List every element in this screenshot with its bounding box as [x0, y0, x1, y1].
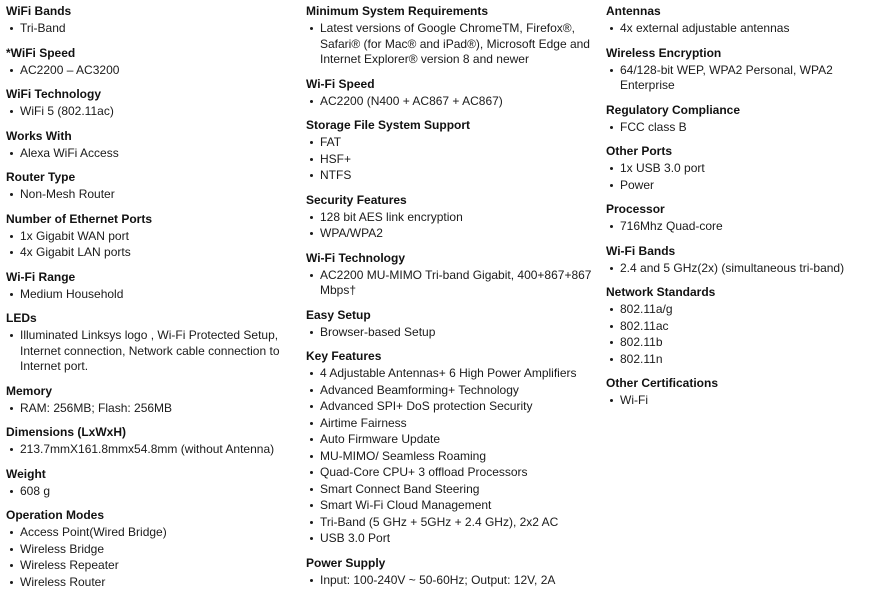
spec-item: Advanced SPI+ DoS protection Security — [306, 399, 592, 415]
spec-item: 4x Gigabit LAN ports — [6, 245, 290, 261]
spec-item: AC2200 MU-MIMO Tri-band Gigabit, 400+867+867 Mbps† — [306, 268, 592, 299]
spec-group-title: Wi-Fi Speed — [306, 77, 592, 92]
spec-item: Wireless Repeater — [6, 558, 290, 574]
spec-group-title: Storage File System Support — [306, 118, 592, 133]
spec-item: 213.7mmX161.8mmx54.8mm (without Antenna) — [6, 442, 290, 458]
spec-group — [606, 4, 875, 37]
spec-group-title: WiFi Technology — [6, 87, 290, 102]
spec-group-title: Memory — [6, 384, 290, 399]
spec-item: 802.11a/g — [606, 302, 875, 318]
spec-item: Access Point(Wired Bridge) — [6, 525, 290, 541]
spec-item: Tri-Band — [6, 21, 290, 37]
spec-group — [606, 376, 875, 409]
spec-item: 716Mhz Quad-core — [606, 219, 875, 235]
spec-column-middle — [300, 4, 600, 546]
spec-item-list — [606, 261, 875, 277]
spec-item: 128 bit AES link encryption — [306, 210, 592, 226]
spec-item: WPA/WPA2 — [306, 226, 592, 242]
spec-item: 64/128-bit WEP, WPA2 Personal, WPA2 Enterprise — [606, 63, 875, 94]
spec-item-list — [306, 135, 592, 184]
spec-group — [606, 285, 875, 367]
spec-item: Wireless Router — [6, 575, 290, 590]
spec-item: Input: 100-240V ~ 50-60Hz; Output: 12V, 2A — [306, 573, 592, 589]
spec-item: 802.11n — [606, 352, 875, 368]
spec-item: FAT — [306, 135, 592, 151]
spec-group — [606, 202, 875, 235]
spec-item-list — [306, 210, 592, 242]
spec-item: Smart Connect Band Steering — [306, 482, 592, 498]
spec-group-title: Other Certifications — [606, 376, 875, 391]
spec-item-list — [306, 94, 592, 110]
spec-item: USB 3.0 Port — [306, 531, 592, 547]
spec-item-list — [306, 268, 592, 299]
spec-group-title: Weight — [6, 467, 290, 482]
spec-item-list — [6, 63, 290, 79]
spec-item: Wireless Bridge — [6, 542, 290, 558]
spec-item: RAM: 256MB; Flash: 256MB — [6, 401, 290, 417]
spec-item-list — [306, 21, 592, 68]
spec-group-title: WiFi Bands — [6, 4, 290, 19]
spec-column-right — [600, 4, 881, 546]
spec-item: 4x external adjustable antennas — [606, 21, 875, 37]
spec-group-title: Works With — [6, 129, 290, 144]
spec-group — [6, 467, 290, 500]
spec-item: Advanced Beamforming+ Technology — [306, 383, 592, 399]
spec-item-list — [306, 573, 592, 589]
spec-item: HSF+ — [306, 152, 592, 168]
spec-item-list — [306, 366, 592, 547]
spec-item: 2.4 and 5 GHz(2x) (simultaneous tri-band) — [606, 261, 875, 277]
spec-group-title: Wi-Fi Technology — [306, 251, 592, 266]
spec-group-title: Network Standards — [606, 285, 875, 300]
spec-item-list — [6, 484, 290, 500]
spec-group-title: Other Ports — [606, 144, 875, 159]
spec-group-title: Router Type — [6, 170, 290, 185]
spec-group — [306, 308, 592, 341]
spec-group — [6, 270, 290, 303]
spec-group — [306, 349, 592, 547]
spec-item-list — [6, 401, 290, 417]
spec-item: 1x Gigabit WAN port — [6, 229, 290, 245]
spec-item-list — [306, 325, 592, 341]
spec-item-list — [606, 302, 875, 367]
spec-group — [606, 244, 875, 277]
spec-item-list — [6, 287, 290, 303]
spec-group — [606, 144, 875, 193]
spec-group-title: Processor — [606, 202, 875, 217]
spec-item: Illuminated Linksys logo , Wi-Fi Protected Setup, Internet connection, Network cable connection to Internet port. — [6, 328, 290, 375]
spec-item: Tri-Band (5 GHz + 5GHz + 2.4 GHz), 2x2 AC — [306, 515, 592, 531]
spec-item-list — [6, 104, 290, 120]
spec-item: Medium Household — [6, 287, 290, 303]
spec-item: NTFS — [306, 168, 592, 184]
spec-item-list — [606, 393, 875, 409]
spec-group — [306, 556, 592, 589]
spec-group-title: *WiFi Speed — [6, 46, 290, 61]
spec-item: WiFi 5 (802.11ac) — [6, 104, 290, 120]
spec-item-list — [6, 21, 290, 37]
spec-item: 802.11b — [606, 335, 875, 351]
spec-group-title: Wi-Fi Range — [6, 270, 290, 285]
spec-group — [6, 46, 290, 79]
spec-item: FCC class B — [606, 120, 875, 136]
spec-item-list — [606, 21, 875, 37]
spec-group — [306, 77, 592, 110]
spec-group-title: Minimum System Requirements — [306, 4, 592, 19]
spec-group — [306, 251, 592, 299]
spec-group — [306, 4, 592, 68]
spec-item: 4 Adjustable Antennas+ 6 High Power Amplifiers — [306, 366, 592, 382]
spec-group-title: Wireless Encryption — [606, 46, 875, 61]
spec-item-list — [6, 187, 290, 203]
spec-group — [6, 212, 290, 261]
spec-item-list — [606, 120, 875, 136]
spec-item: Non-Mesh Router — [6, 187, 290, 203]
spec-group-title: Security Features — [306, 193, 592, 208]
spec-item: Power — [606, 178, 875, 194]
spec-group-title: Regulatory Compliance — [606, 103, 875, 118]
spec-item: Browser-based Setup — [306, 325, 592, 341]
spec-column-left — [0, 4, 300, 546]
spec-item: Wi-Fi — [606, 393, 875, 409]
spec-group-title: Antennas — [606, 4, 875, 19]
spec-item-list — [6, 442, 290, 458]
spec-group-title: Number of Ethernet Ports — [6, 212, 290, 227]
spec-item: 802.11ac — [606, 319, 875, 335]
spec-group-title: Wi-Fi Bands — [606, 244, 875, 259]
spec-group — [6, 87, 290, 120]
spec-item: Airtime Fairness — [306, 416, 592, 432]
spec-group — [6, 4, 290, 37]
spec-item: Quad-Core CPU+ 3 offload Processors — [306, 465, 592, 481]
spec-item-list — [6, 525, 290, 590]
spec-item: AC2200 – AC3200 — [6, 63, 290, 79]
spec-group-title: Key Features — [306, 349, 592, 364]
spec-group-title: Power Supply — [306, 556, 592, 571]
spec-item: MU-MIMO/ Seamless Roaming — [306, 449, 592, 465]
spec-group — [6, 384, 290, 417]
spec-item-list — [606, 161, 875, 193]
spec-group — [306, 118, 592, 184]
spec-group-title: Dimensions (LxWxH) — [6, 425, 290, 440]
spec-group — [6, 129, 290, 162]
spec-group — [6, 311, 290, 375]
spec-group — [6, 170, 290, 203]
spec-group-title: Operation Modes — [6, 508, 290, 523]
spec-item-list — [6, 328, 290, 375]
spec-group — [6, 425, 290, 458]
spec-item: Latest versions of Google ChromeTM, Firefox®, Safari® (for Mac® and iPad®), Microsoft Edge and Internet Explorer® version 8 and newer — [306, 21, 592, 68]
spec-item: 608 g — [6, 484, 290, 500]
spec-group — [606, 46, 875, 94]
spec-item: Smart Wi-Fi Cloud Management — [306, 498, 592, 514]
spec-item-list — [606, 63, 875, 94]
spec-group — [6, 508, 290, 590]
spec-item: Alexa WiFi Access — [6, 146, 290, 162]
spec-item-list — [6, 146, 290, 162]
spec-group-title: LEDs — [6, 311, 290, 326]
spec-group-title: Easy Setup — [306, 308, 592, 323]
spec-item-list — [6, 229, 290, 261]
spec-item: AC2200 (N400 + AC867 + AC867) — [306, 94, 592, 110]
spec-group — [306, 193, 592, 242]
spec-group — [606, 103, 875, 136]
spec-item: 1x USB 3.0 port — [606, 161, 875, 177]
spec-item-list — [606, 219, 875, 235]
spec-item: Auto Firmware Update — [306, 432, 592, 448]
